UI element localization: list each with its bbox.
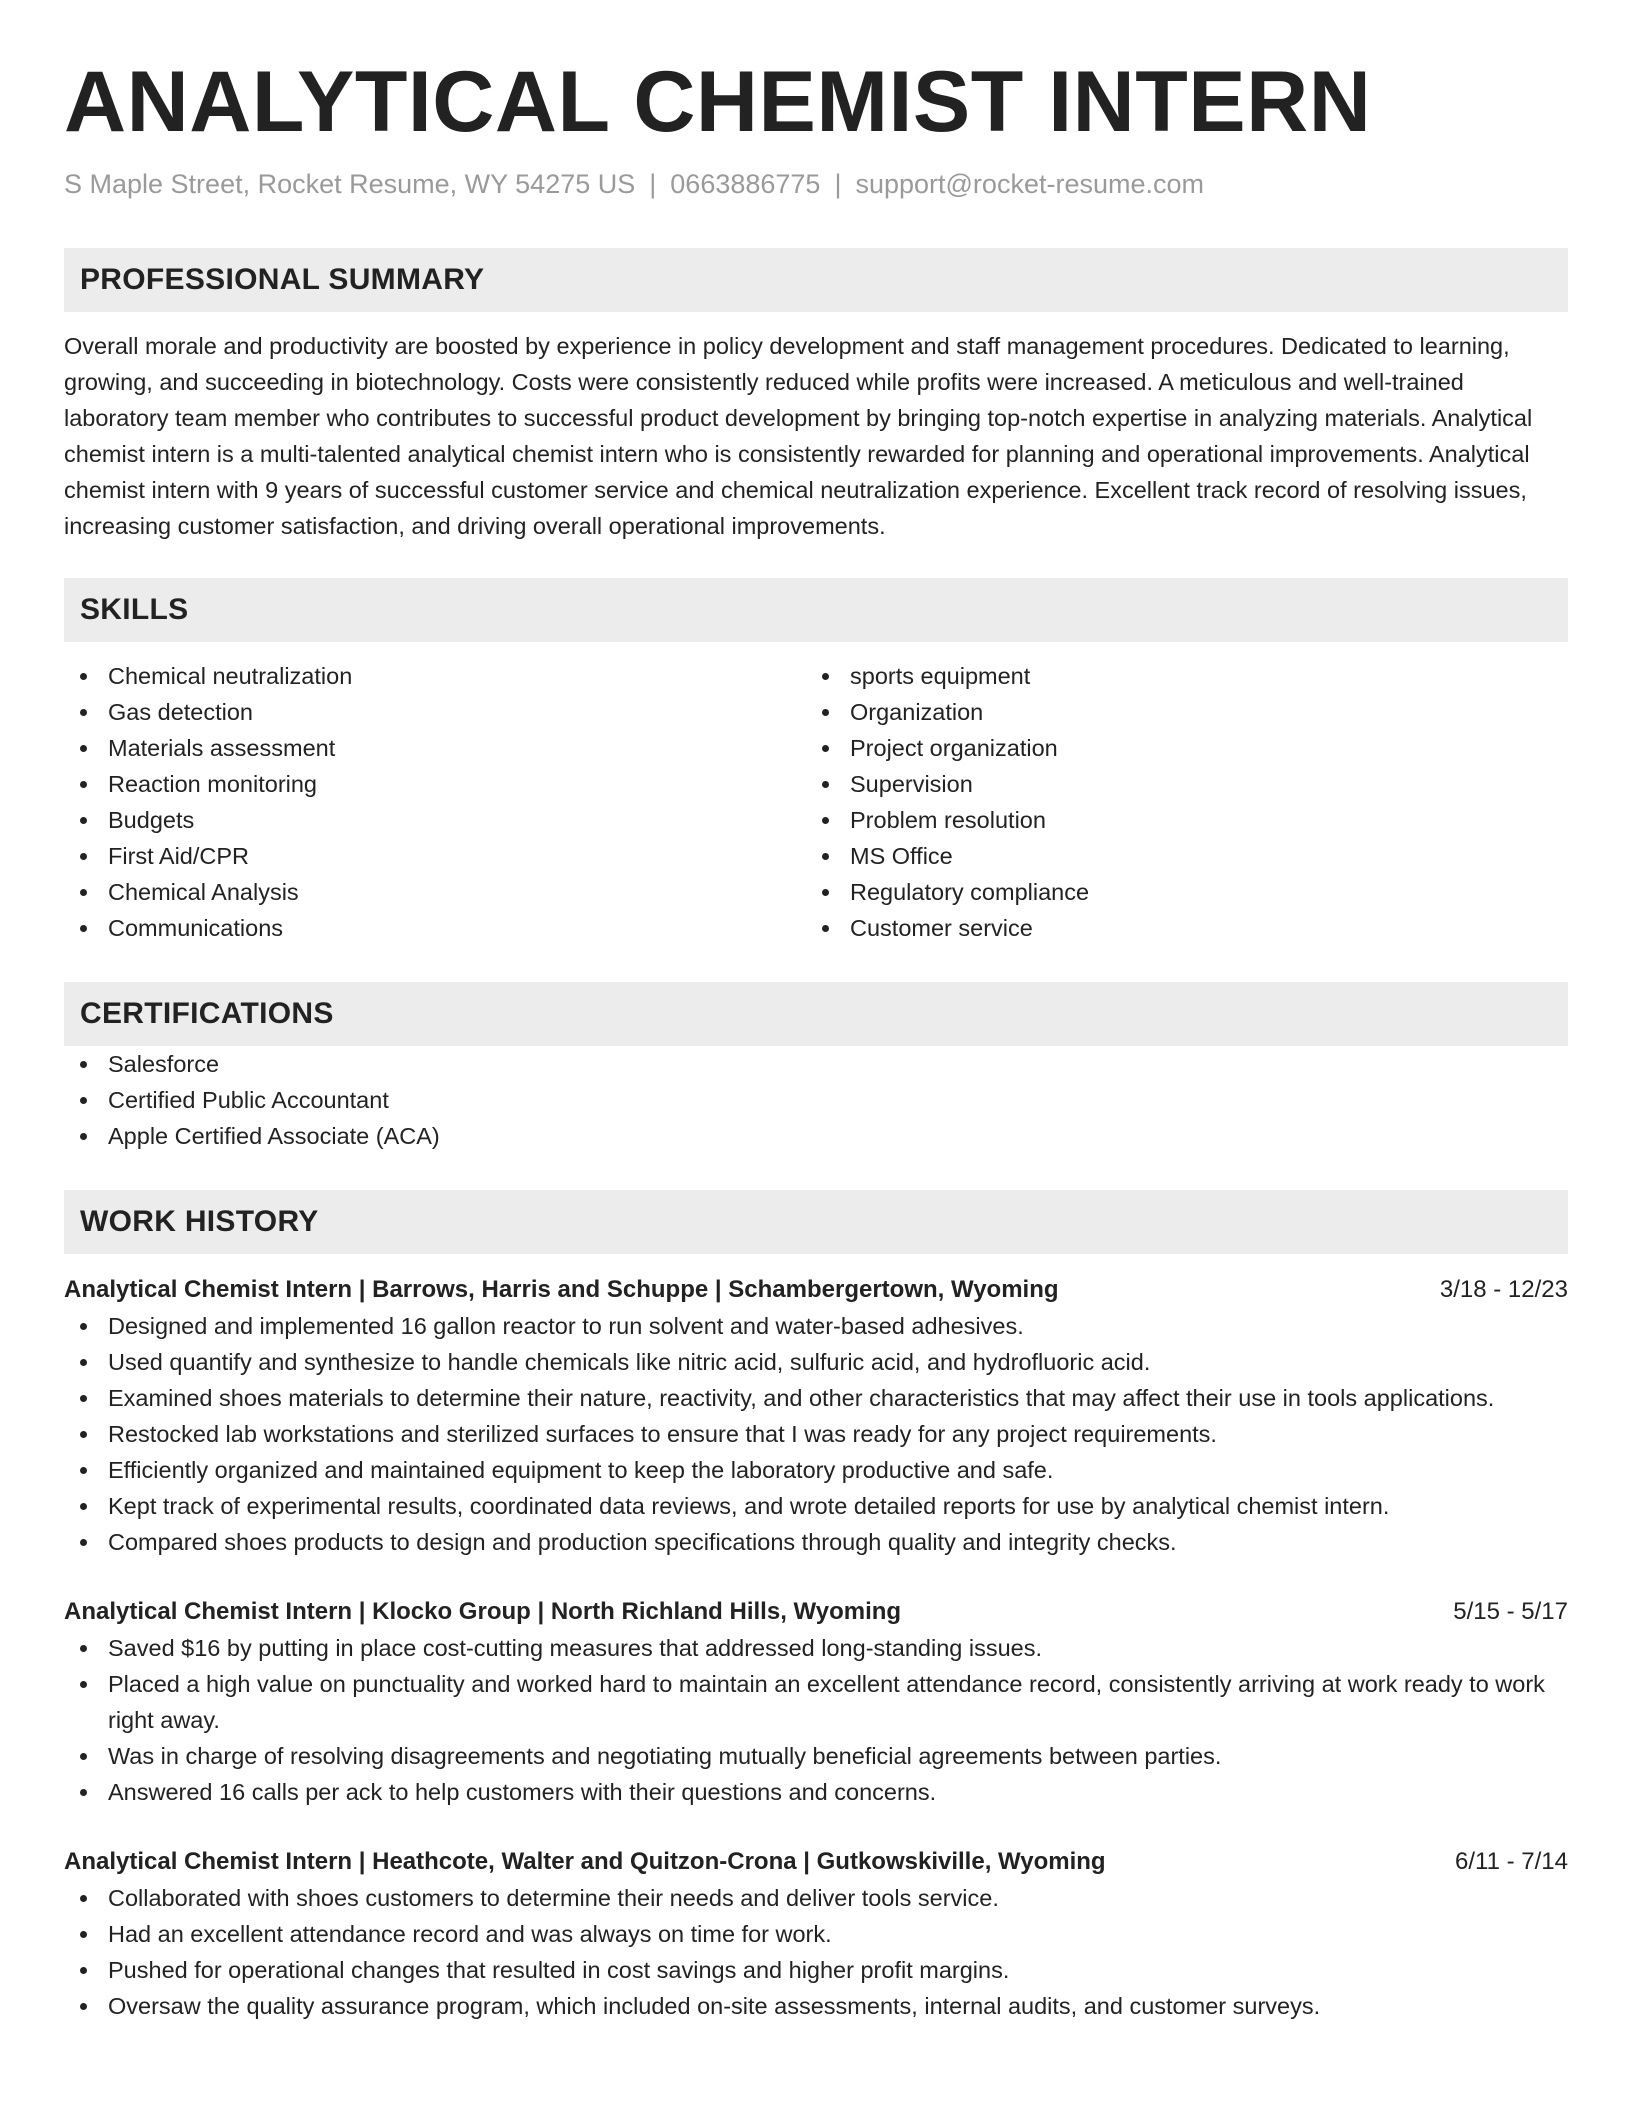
- job-bullets: [64, 1630, 1568, 1810]
- skill-item: Supervision: [806, 766, 1548, 802]
- job-entry: [64, 1272, 1568, 1560]
- job-entry: [64, 1594, 1568, 1810]
- skills-list-right: [806, 658, 1548, 946]
- candidate-name: ANALYTICAL CHEMIST INTERN: [64, 54, 1372, 150]
- skill-item: Communications: [64, 910, 806, 946]
- section-header-work-history: WORK HISTORY: [64, 1190, 1568, 1254]
- job-bullet: Placed a high value on punctuality and worked hard to maintain an excellent attendance record, consistently arriving at work ready to work right away.: [64, 1666, 1568, 1738]
- skill-item: Customer service: [806, 910, 1548, 946]
- job-bullet: Kept track of experimental results, coordinated data reviews, and wrote detailed reports for use by analytical chemist intern.: [64, 1488, 1568, 1524]
- job-bullet: Pushed for operational changes that resulted in cost savings and higher profit margins.: [64, 1952, 1568, 1988]
- skill-item: Problem resolution: [806, 802, 1548, 838]
- certification-item: Apple Certified Associate (ACA): [64, 1118, 1568, 1154]
- job-bullets: [64, 1880, 1568, 2024]
- skill-item: MS Office: [806, 838, 1548, 874]
- skill-item: First Aid/CPR: [64, 838, 806, 874]
- resume-page: [64, 0, 1568, 2112]
- contact-email: support@rocket-resume.com: [855, 169, 1204, 199]
- certification-item: Certified Public Accountant: [64, 1082, 1568, 1118]
- skills-column-right: [806, 658, 1548, 946]
- section-header-skills: SKILLS: [64, 578, 1568, 642]
- contact-line: [64, 166, 1568, 202]
- job-bullet: Used quantify and synthesize to handle chemicals like nitric acid, sulfuric acid, and hydrofluoric acid.: [64, 1344, 1568, 1380]
- job-bullet: Restocked lab workstations and sterilized surfaces to ensure that I was ready for any project requirements.: [64, 1416, 1568, 1452]
- skill-item: Budgets: [64, 802, 806, 838]
- contact-separator: |: [834, 169, 842, 199]
- skill-item: sports equipment: [806, 658, 1548, 694]
- certifications-list: [64, 1046, 1568, 1154]
- skill-item: Reaction monitoring: [64, 766, 806, 802]
- skill-item: Gas detection: [64, 694, 806, 730]
- contact-phone: 0663886775: [670, 169, 821, 199]
- job-title: Analytical Chemist Intern | Heathcote, Walter and Quitzon-Crona | Gutkowskiville, Wyoming: [64, 1848, 1106, 1875]
- job-bullet: Was in charge of resolving disagreements and negotiating mutually beneficial agreements between parties.: [64, 1738, 1568, 1774]
- skill-item: Materials assessment: [64, 730, 806, 766]
- job-bullet: Answered 16 calls per ack to help customers with their questions and concerns.: [64, 1774, 1568, 1810]
- job-bullet: Examined shoes materials to determine their nature, reactivity, and other characteristics that may affect their use in tools applications.: [64, 1380, 1568, 1416]
- skills-list-left: [64, 658, 806, 946]
- job-bullet: Had an excellent attendance record and was always on time for work.: [64, 1916, 1568, 1952]
- job-bullets: [64, 1308, 1568, 1560]
- job-title: Analytical Chemist Intern | Barrows, Harris and Schuppe | Schambergertown, Wyoming: [64, 1276, 1059, 1303]
- certification-item: Salesforce: [64, 1046, 1568, 1082]
- job-bullet: Designed and implemented 16 gallon reactor to run solvent and water-based adhesives.: [64, 1308, 1568, 1344]
- section-header-certifications: CERTIFICATIONS: [64, 982, 1568, 1046]
- job-dates: 5/15 - 5/17: [1453, 1598, 1568, 1625]
- contact-separator: |: [649, 169, 657, 199]
- job-heading: [64, 1844, 1568, 1880]
- contact-address: S Maple Street, Rocket Resume, WY 54275 US: [64, 169, 636, 199]
- job-bullet: Compared shoes products to design and production specifications through quality and integrity checks.: [64, 1524, 1568, 1560]
- skill-item: Regulatory compliance: [806, 874, 1548, 910]
- job-dates: 6/11 - 7/14: [1455, 1848, 1568, 1875]
- job-heading: [64, 1594, 1568, 1630]
- skill-item: Chemical Analysis: [64, 874, 806, 910]
- job-bullet: Oversaw the quality assurance program, which included on-site assessments, internal audits, and customer surveys.: [64, 1988, 1568, 2024]
- skills-column-left: [64, 658, 806, 946]
- skill-item: Project organization: [806, 730, 1548, 766]
- job-bullet: Collaborated with shoes customers to determine their needs and deliver tools service.: [64, 1880, 1568, 1916]
- job-bullet: Saved $16 by putting in place cost-cutting measures that addressed long-standing issues.: [64, 1630, 1568, 1666]
- skill-item: Organization: [806, 694, 1548, 730]
- skills-columns: [64, 658, 1568, 946]
- job-bullet: Efficiently organized and maintained equipment to keep the laboratory productive and safe.: [64, 1452, 1568, 1488]
- job-entry: [64, 1844, 1568, 2024]
- section-header-summary: PROFESSIONAL SUMMARY: [64, 248, 1568, 312]
- skill-item: Chemical neutralization: [64, 658, 806, 694]
- job-title: Analytical Chemist Intern | Klocko Group | North Richland Hills, Wyoming: [64, 1598, 902, 1625]
- job-dates: 3/18 - 12/23: [1439, 1276, 1568, 1303]
- summary-text: Overall morale and productivity are boosted by experience in policy development and staff management procedures. Dedicated to learning, growing, and succeeding in biotechnology. Costs were consistently reduced while profits were increased. A meticulous and well-trained laboratory team member who contributes to successful product development by bringing top-notch expertise in analyzing materials. Analytical chemist intern is a multi-talented analytical chemist intern who is consistently rewarded for planning and operational improvements. Analytical chemist intern with 9 years of successful customer service and chemical neutralization experience. Excellent track record of resolving issues, increasing customer satisfaction, and driving overall operational improvements.: [64, 333, 1533, 539]
- job-heading: [64, 1272, 1568, 1308]
